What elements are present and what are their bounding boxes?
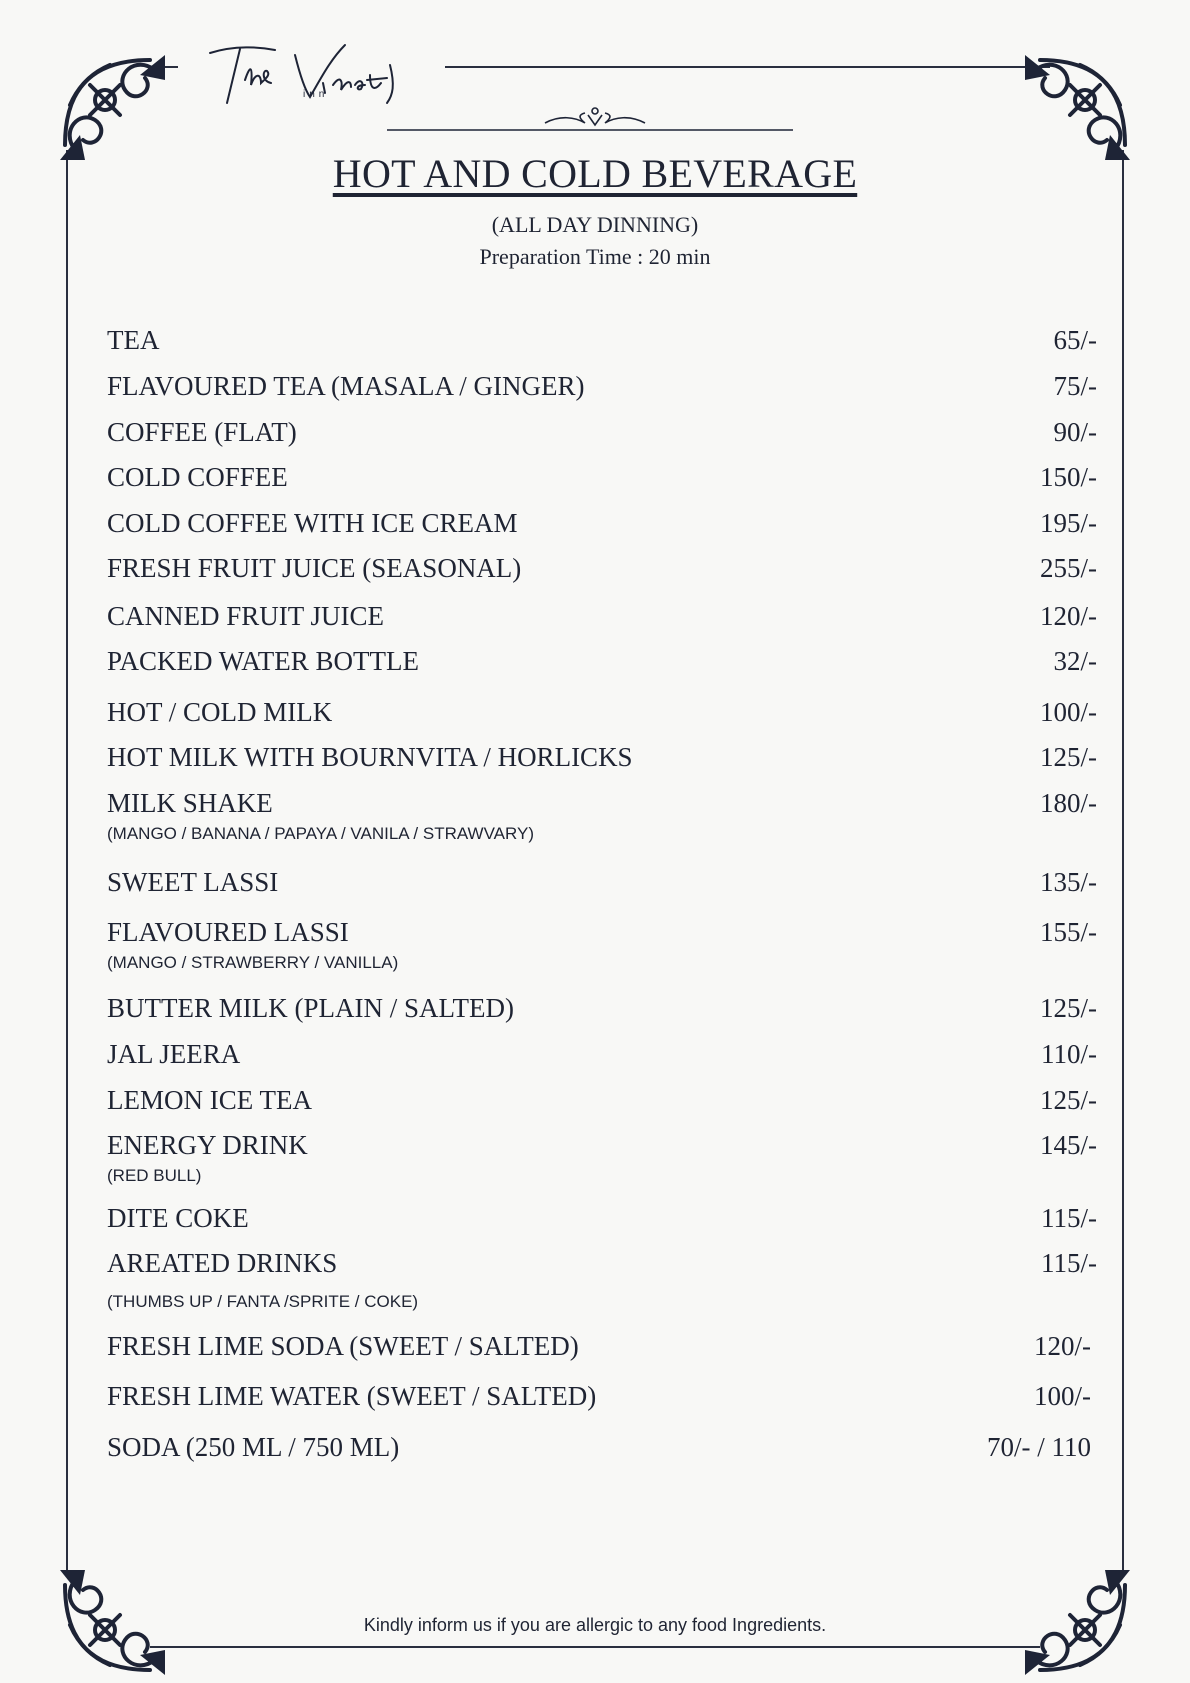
menu-item-price: 180/- xyxy=(1040,788,1097,818)
menu-item-price: 125/- xyxy=(1040,993,1097,1023)
menu-item-name: JAL JEERA xyxy=(107,1039,241,1069)
menu-item-price: 100/- xyxy=(1040,697,1097,727)
menu-item-price: 195/- xyxy=(1040,508,1097,538)
menu-item-price: 125/- xyxy=(1040,742,1097,772)
menu-item-name: AREATED DRINKS xyxy=(107,1248,338,1278)
menu-item-name: SODA (250 ML / 750 ML) xyxy=(107,1432,400,1462)
allergy-note: Kindly inform us if you are allergic to any food Ingredients. xyxy=(363,1615,827,1635)
menu-item-name: FLAVOURED TEA (MASALA / GINGER) xyxy=(107,371,585,401)
menu-item-price: 120/- xyxy=(1034,1331,1091,1361)
menu-item-name: COLD COFFEE WITH ICE CREAM xyxy=(107,508,518,538)
menu-item-price: 100/- xyxy=(1034,1381,1091,1411)
menu-item-name: PACKED WATER BOTTLE xyxy=(107,646,420,676)
menu-item-name: BUTTER MILK (PLAIN / SALTED) xyxy=(107,993,514,1023)
menu-item-name: MILK SHAKE xyxy=(107,788,273,818)
menu-item-price: 65/- xyxy=(1053,325,1097,355)
menu-item-price: 155/- xyxy=(1040,917,1097,947)
menu-item-price: 150/- xyxy=(1040,462,1097,492)
menu-item-name: ENERGY DRINK xyxy=(107,1130,308,1160)
menu-item-options: (MANGO / BANANA / PAPAYA / VANILA / STRAWVARY) xyxy=(107,824,534,843)
menu-item-name: COLD COFFEE xyxy=(107,462,288,492)
menu-item-name: FRESH LIME SODA (SWEET / SALTED) xyxy=(107,1331,579,1361)
page-subtitle: (ALL DAY DINNING) xyxy=(491,212,699,237)
page-title: HOT AND COLD BEVERAGE xyxy=(332,151,858,196)
menu-item-price: 75/- xyxy=(1053,371,1097,401)
menu-item-name: LEMON ICE TEA xyxy=(107,1085,312,1115)
menu-item-name: FRESH LIME WATER (SWEET / SALTED) xyxy=(107,1381,597,1411)
preparation-time: Preparation Time : 20 min xyxy=(479,244,711,269)
menu-item-price: 115/- xyxy=(1041,1248,1097,1278)
menu-item-price: 135/- xyxy=(1040,867,1097,897)
menu-item-price: 90/- xyxy=(1053,417,1097,447)
menu-item-options: (RED BULL) xyxy=(107,1166,202,1185)
menu-item-price: 70/- / 110 xyxy=(987,1432,1091,1462)
menu-item-name: FRESH FRUIT JUICE (SEASONAL) xyxy=(107,553,522,583)
menu-item-name: DITE COKE xyxy=(107,1203,249,1233)
menu-item-price: 110/- xyxy=(1041,1039,1097,1069)
menu-item-name: HOT MILK WITH BOURNVITA / HORLICKS xyxy=(107,742,633,772)
menu-item-price: 125/- xyxy=(1040,1085,1097,1115)
menu-item-price: 115/- xyxy=(1041,1203,1097,1233)
menu-item-price: 32/- xyxy=(1053,646,1097,676)
brand-logo-sub: inn xyxy=(303,89,329,100)
menu-item-name: FLAVOURED LASSI xyxy=(107,917,349,947)
menu-item-options: (MANGO / STRAWBERRY / VANILLA) xyxy=(107,953,399,972)
menu-item-name: SWEET LASSI xyxy=(107,867,279,897)
menu-item-name: CANNED FRUIT JUICE xyxy=(107,601,385,631)
menu-item-name: COFFEE (FLAT) xyxy=(107,417,297,447)
menu-item-name: TEA xyxy=(107,325,160,355)
menu-item-price: 120/- xyxy=(1040,601,1097,631)
menu-item-name: HOT / COLD MILK xyxy=(107,697,333,727)
menu-item-price: 255/- xyxy=(1040,553,1097,583)
menu-item-price: 145/- xyxy=(1040,1130,1097,1160)
menu-item-options: (THUMBS UP / FANTA /SPRITE / COKE) xyxy=(107,1292,419,1311)
